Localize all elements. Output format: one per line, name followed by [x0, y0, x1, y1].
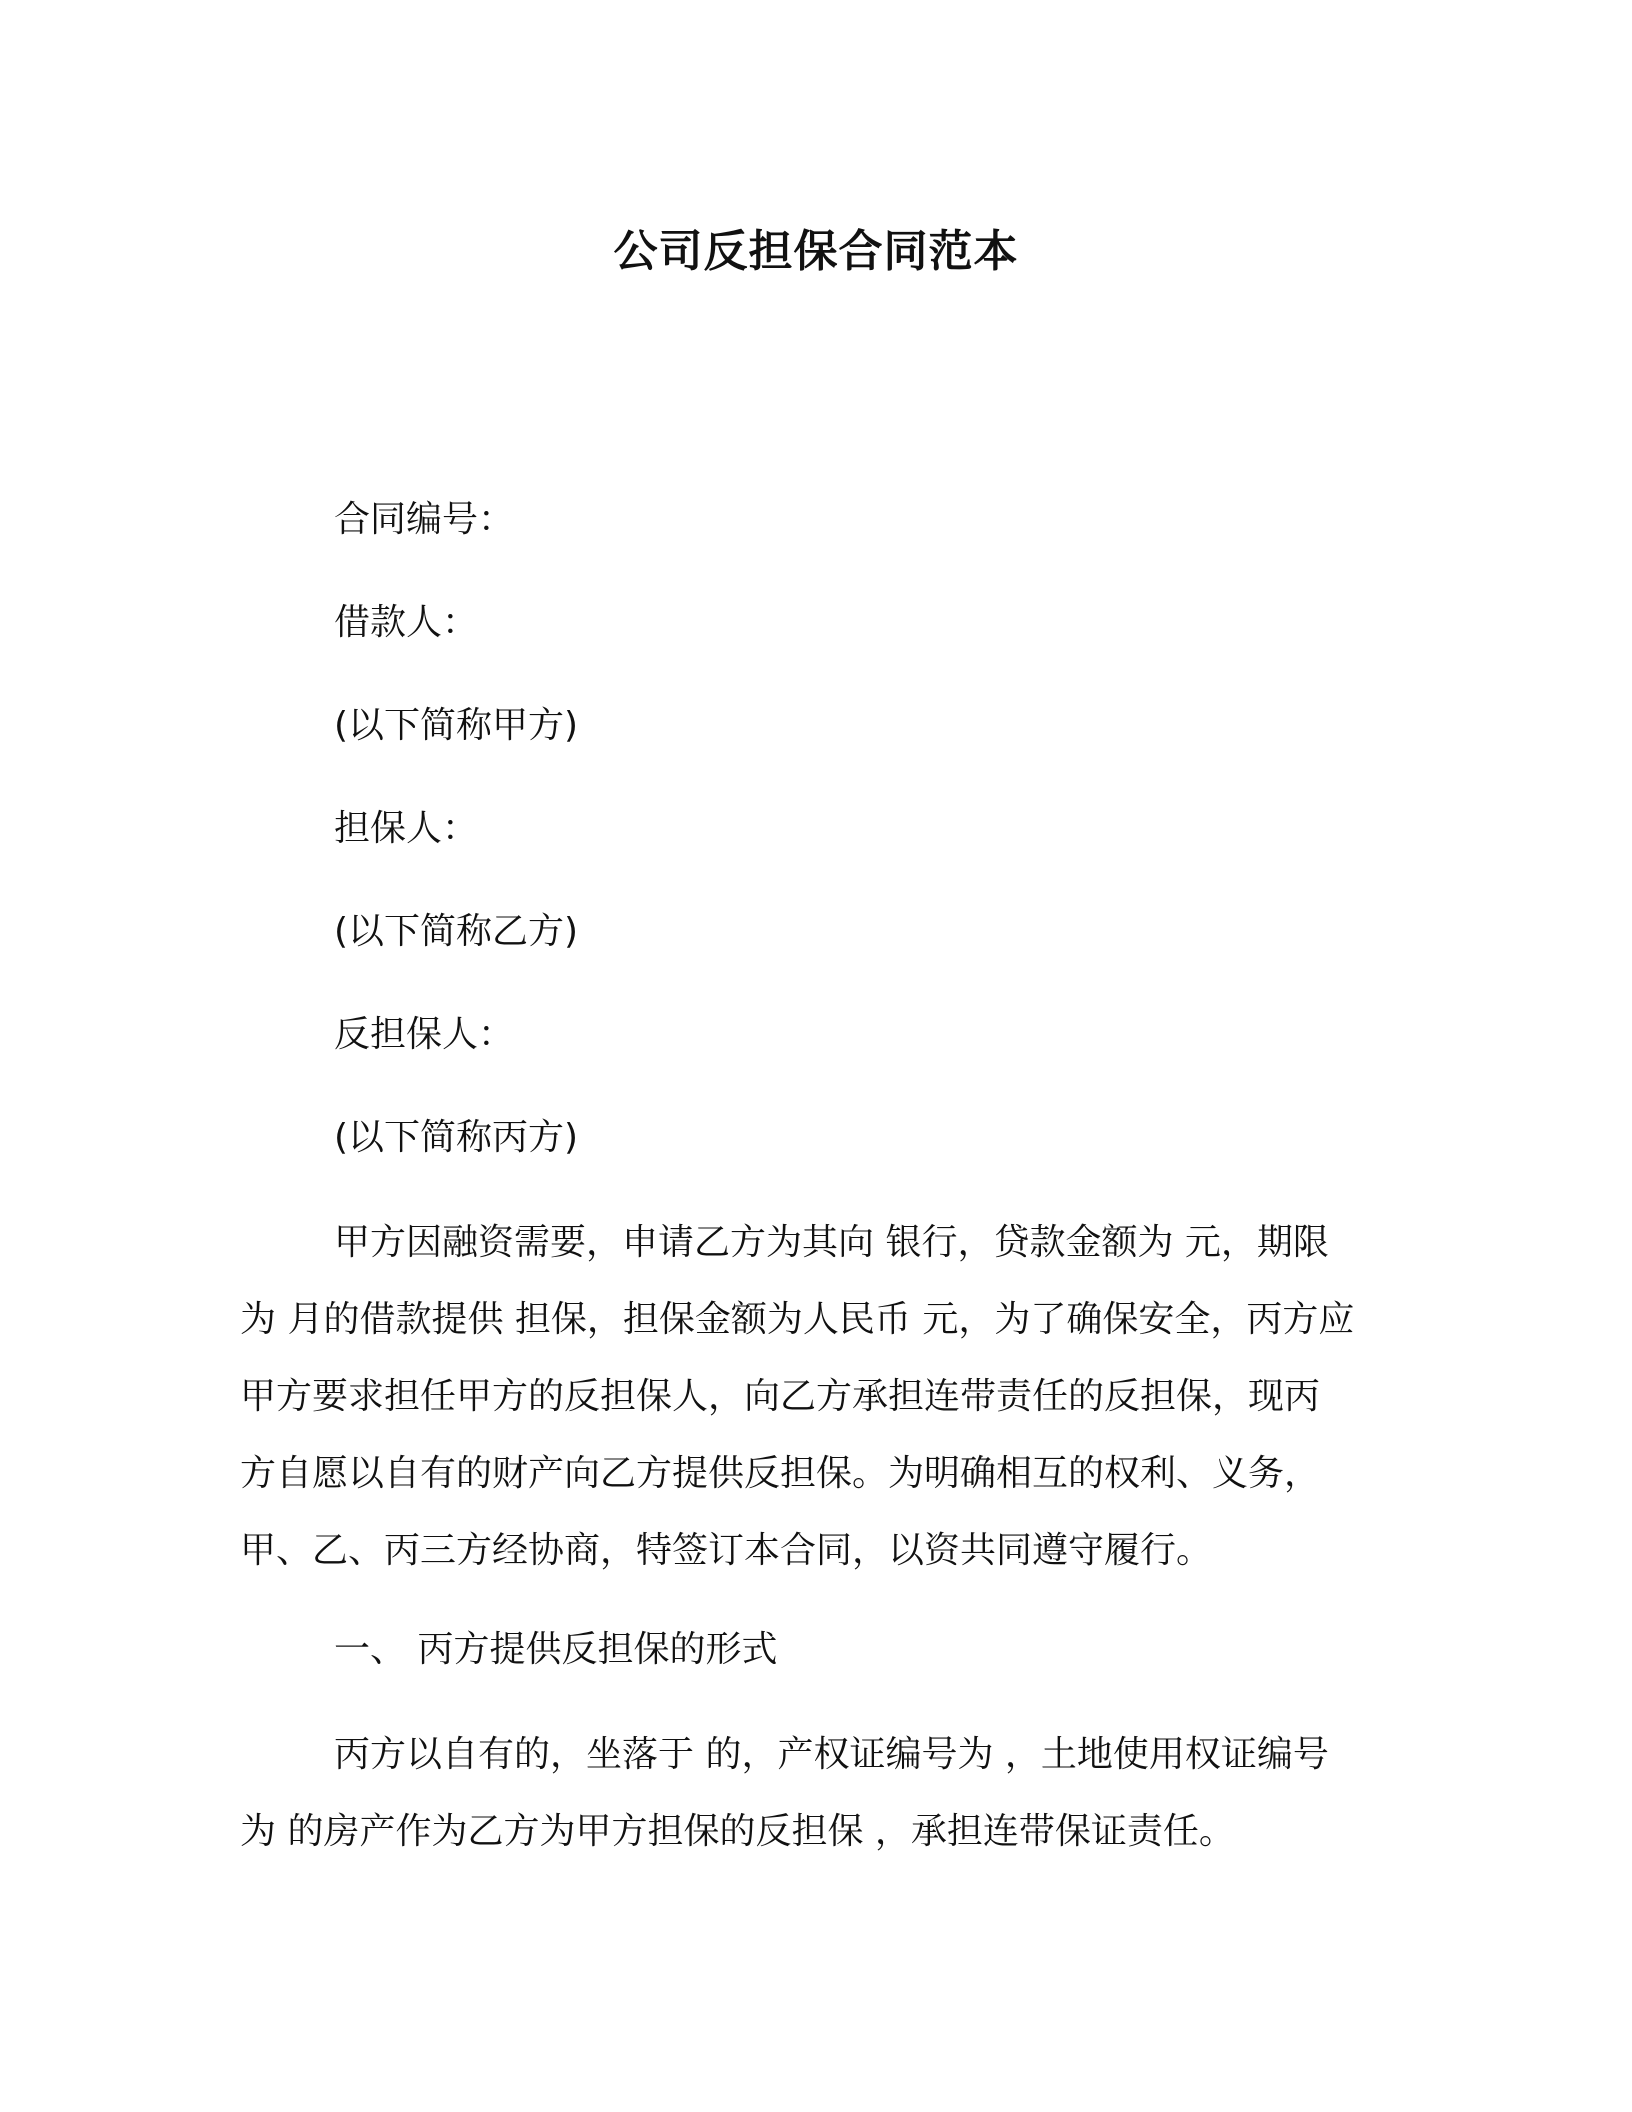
- party-b-note: (以下简称乙方): [334, 911, 579, 952]
- intro-paragraph: [240, 1204, 1380, 1589]
- section-1-paragraph: [240, 1716, 1380, 1870]
- intro-line: 方自愿以自有的财产向乙方提供反担保。为明确相互的权利、义务，: [240, 1453, 1321, 1494]
- intro-line: 甲方因融资需要，申请乙方为其向 银行，贷款金额为 元，期限: [334, 1222, 1329, 1263]
- document-title: 公司反担保合同范本: [613, 226, 1019, 277]
- intro-line: 甲方要求担任甲方的反担保人，向乙方承担连带责任的反担保，现丙: [240, 1376, 1321, 1417]
- section-1-line: 丙方以自有的，坐落于 的，产权证编号为 ，土地使用权证编号: [334, 1734, 1329, 1775]
- counter-guarantor-label: 反担保人：: [334, 1014, 515, 1055]
- party-a-note: (以下简称甲方): [334, 705, 579, 746]
- section-1-heading: 一、 丙方提供反担保的形式: [334, 1629, 778, 1670]
- intro-line: 甲、乙、丙三方经协商，特签订本合同，以资共同遵守履行。: [240, 1530, 1213, 1571]
- intro-line: 为 月的借款提供 担保，担保金额为人民币 元，为了确保安全，丙方应: [240, 1299, 1355, 1340]
- contract-number-label: 合同编号：: [334, 499, 515, 540]
- borrower-label: 借款人：: [334, 602, 479, 643]
- party-c-note: (以下简称丙方): [334, 1117, 579, 1158]
- guarantor-label: 担保人：: [334, 808, 479, 849]
- section-1-line: 为 的房产作为乙方为甲方担保的反担保 ，承担连带保证责任。: [240, 1811, 1235, 1852]
